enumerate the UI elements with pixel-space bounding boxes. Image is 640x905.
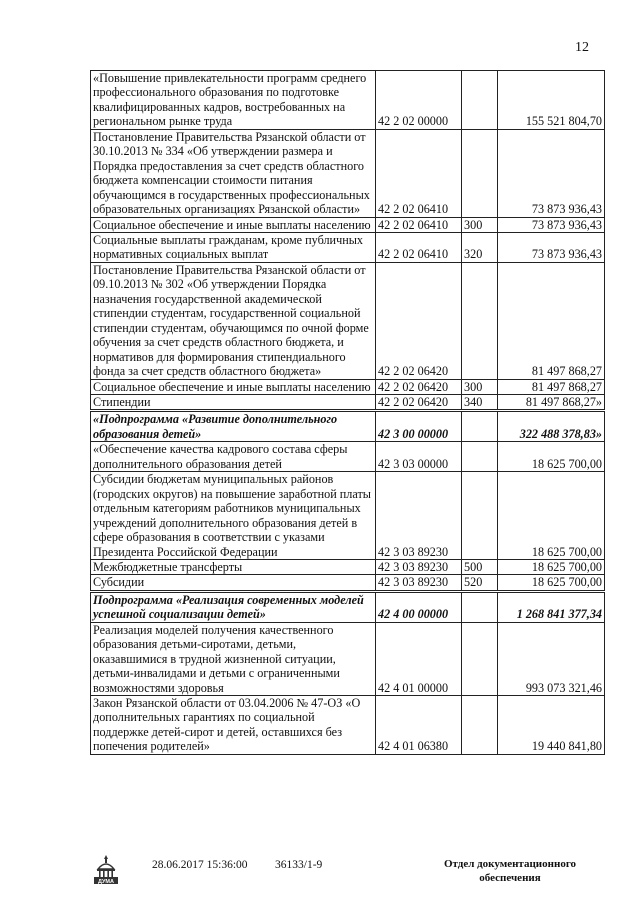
table-row	[91, 394, 605, 410]
row-name: Подпрограмма «Реализация современных моделей успешной социализации детей»	[91, 591, 376, 622]
row-vr	[462, 696, 498, 755]
table-row	[91, 411, 605, 442]
row-code: 42 2 02 06420	[376, 379, 462, 394]
table-row	[91, 129, 605, 217]
row-vr: 300	[462, 217, 498, 232]
footer-department	[440, 857, 580, 885]
row-sum: 993 073 321,46	[498, 622, 605, 695]
row-name: Закон Рязанской области от 03.04.2006 № 47-ОЗ «О дополнительных гарантиях по социальной поддержке детей-сирот и детей, оставшихся без попечения родителей»	[91, 696, 376, 755]
row-vr: 320	[462, 232, 498, 262]
table-row	[91, 559, 605, 574]
table-row	[91, 622, 605, 695]
table-body	[91, 71, 605, 755]
row-vr	[462, 262, 498, 379]
row-sum: 1 268 841 377,34	[498, 591, 605, 622]
row-code: 42 3 03 00000	[376, 442, 462, 472]
row-name: Субсидии	[91, 575, 376, 591]
row-vr	[462, 442, 498, 472]
row-vr	[462, 591, 498, 622]
row-vr: 520	[462, 575, 498, 591]
row-code: 42 2 02 06410	[376, 129, 462, 217]
table-row	[91, 232, 605, 262]
footer-datetime: 28.06.2017 15:36:00	[152, 859, 248, 871]
row-code: 42 4 01 00000	[376, 622, 462, 695]
duma-logo	[92, 853, 120, 885]
row-name: Субсидии бюджетам муниципальных районов (городских округов) на повышение заработной платы отдельным категориям работников муниципальных учреждений дополнительного образования детей в сфере образования в соответствии с указами Президента Российской Федерации	[91, 472, 376, 560]
row-vr: 340	[462, 394, 498, 410]
table-row	[91, 472, 605, 560]
row-sum: 18 625 700,00	[498, 575, 605, 591]
row-code: 42 2 02 06420	[376, 394, 462, 410]
row-vr: 300	[462, 379, 498, 394]
row-sum: 19 440 841,80	[498, 696, 605, 755]
row-vr	[462, 129, 498, 217]
row-code: 42 3 00 00000	[376, 411, 462, 442]
row-vr: 500	[462, 559, 498, 574]
row-code: 42 2 02 06410	[376, 217, 462, 232]
department-line1: Отдел документационного	[443, 858, 577, 870]
row-sum: 73 873 936,43	[498, 217, 605, 232]
row-code: 42 3 03 89230	[376, 559, 462, 574]
budget-table	[90, 70, 605, 755]
row-name: Социальное обеспечение и иные выплаты населению	[91, 379, 376, 394]
row-sum: 73 873 936,43	[498, 232, 605, 262]
table-row	[91, 575, 605, 591]
table-row	[91, 591, 605, 622]
row-name: «Повышение привлекательности программ среднего профессионального образования по подготовке квалифицированных кадров, востребованных на региональном рынке труда	[91, 71, 376, 130]
table-row	[91, 696, 605, 755]
row-sum: 155 521 804,70	[498, 71, 605, 130]
row-code: 42 3 03 89230	[376, 472, 462, 560]
logo-text: ДУМА	[98, 879, 114, 885]
row-vr	[462, 71, 498, 130]
row-sum: 81 497 868,27»	[498, 394, 605, 410]
row-vr	[462, 411, 498, 442]
row-code: 42 2 02 06410	[376, 232, 462, 262]
row-name: Постановление Правительства Рязанской области от 30.10.2013 № 334 «Об утверждении размера и Порядка предоставления за счет средств областного бюджета компенсации стоимости питания обучающимся в государственных профессиональных образовательных организациях Рязанской области»	[91, 129, 376, 217]
table-row	[91, 71, 605, 130]
row-name: Стипендии	[91, 394, 376, 410]
row-name: Межбюджетные трансферты	[91, 559, 376, 574]
footer	[0, 857, 640, 897]
row-sum: 18 625 700,00	[498, 472, 605, 560]
row-name: Реализация моделей получения качественного образования детьми-сиротами, детьми, оказавшимися в трудной жизненной ситуации, детьми-инвалидами и детьми с ограниченными возможностями здоровья	[91, 622, 376, 695]
row-vr	[462, 622, 498, 695]
department-line2: обеспечения	[479, 872, 541, 884]
row-sum: 81 497 868,27	[498, 262, 605, 379]
row-name: «Подпрограмма «Развитие дополнительного образования детей»	[91, 411, 376, 442]
row-sum: 18 625 700,00	[498, 442, 605, 472]
row-name: «Обеспечение качества кадрового состава сферы дополнительного образования детей	[91, 442, 376, 472]
table-row	[91, 442, 605, 472]
row-code: 42 4 00 00000	[376, 591, 462, 622]
row-sum: 73 873 936,43	[498, 129, 605, 217]
row-code: 42 2 02 06420	[376, 262, 462, 379]
row-code: 42 2 02 00000	[376, 71, 462, 130]
row-vr	[462, 472, 498, 560]
row-name: Социальные выплаты гражданам, кроме публичных нормативных социальных выплат	[91, 232, 376, 262]
page-number: 12	[575, 40, 589, 55]
row-code: 42 3 03 89230	[376, 575, 462, 591]
row-name: Социальное обеспечение и иные выплаты населению	[91, 217, 376, 232]
table-row	[91, 217, 605, 232]
row-sum: 322 488 378,83»	[498, 411, 605, 442]
table-row	[91, 262, 605, 379]
row-name: Постановление Правительства Рязанской области от 09.10.2013 № 302 «Об утверждении Порядка назначения государственной академической стипендии студентам, государственной социальной стипендии студентам, обучающимся по очной форме обучения за счет средств областного бюджета, и нормативов для формирования стипендиального фонда за счет средств областного бюджета»	[91, 262, 376, 379]
footer-doc-number: 36133/1-9	[275, 859, 323, 871]
row-sum: 18 625 700,00	[498, 559, 605, 574]
table-row	[91, 379, 605, 394]
row-sum: 81 497 868,27	[498, 379, 605, 394]
row-code: 42 4 01 06380	[376, 696, 462, 755]
